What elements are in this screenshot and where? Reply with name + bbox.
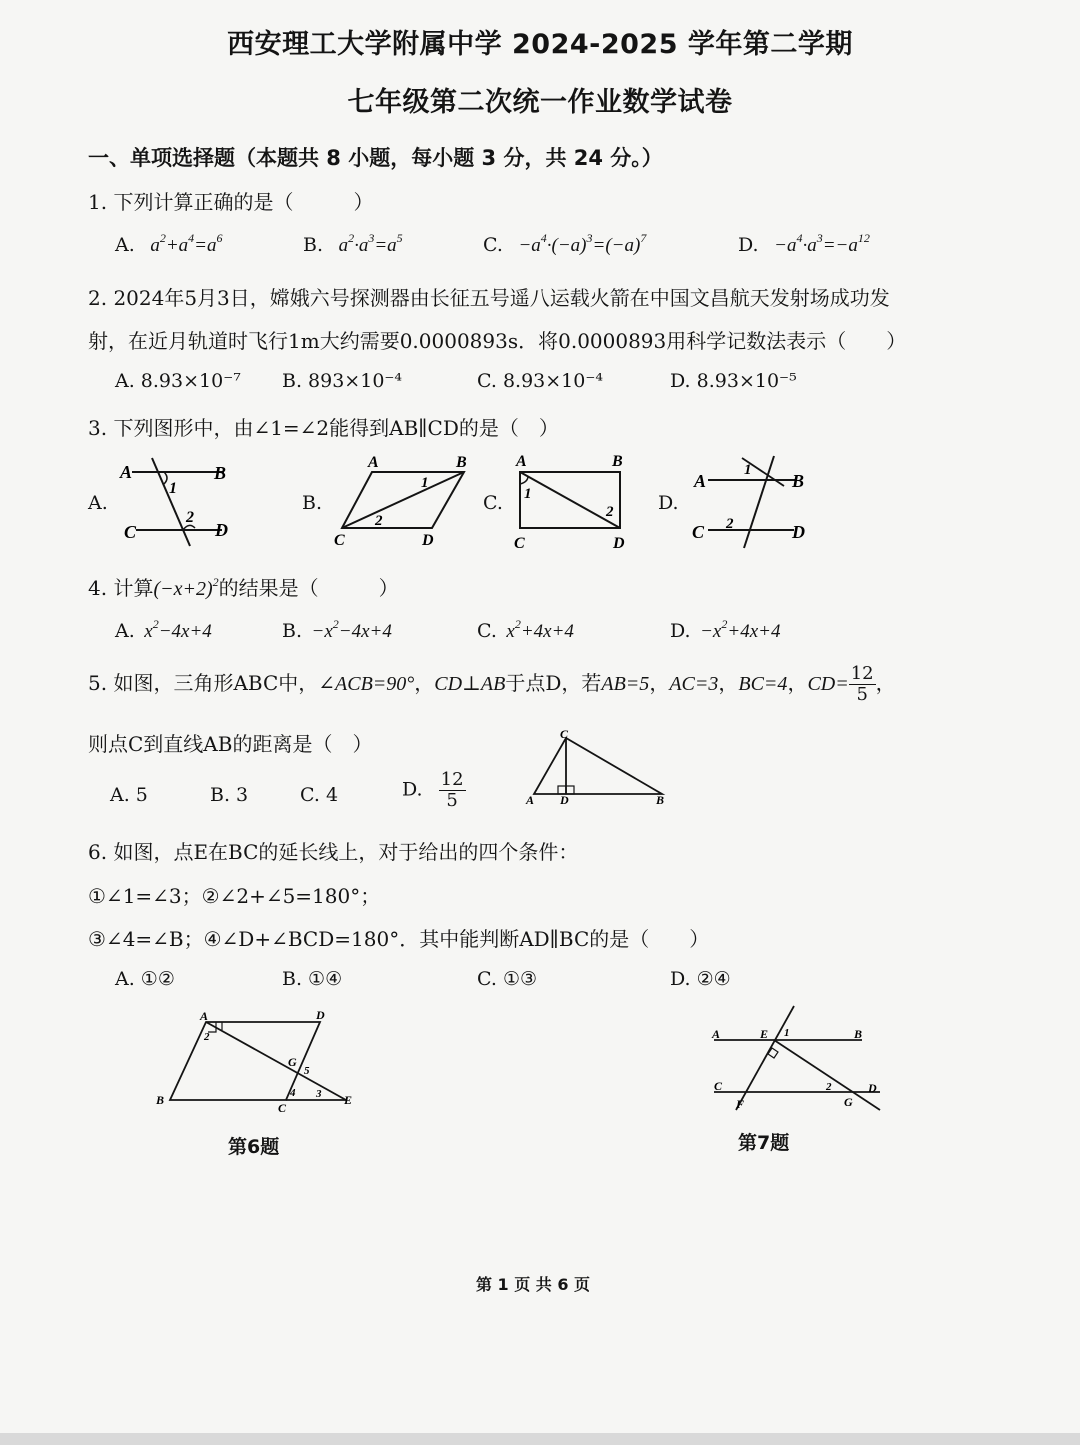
option-label: D. xyxy=(670,620,691,642)
svg-text:E: E xyxy=(344,1093,353,1107)
svg-text:C: C xyxy=(714,1079,723,1093)
question-5-stem-mid: 于点D，若 xyxy=(505,671,602,695)
svg-text:A: A xyxy=(120,462,133,482)
svg-text:2: 2 xyxy=(726,516,734,532)
svg-text:2: 2 xyxy=(186,509,194,526)
exam-title-line1: 西安理工大学附属中学 2024-2025 学年第二学期 xyxy=(227,29,853,60)
svg-text:1: 1 xyxy=(524,486,532,502)
question-2-option-d: D. 8.93×10⁻⁵ xyxy=(670,370,797,392)
svg-text:C: C xyxy=(124,522,137,542)
svg-text:B: B xyxy=(456,454,467,471)
svg-text:A: A xyxy=(516,453,527,470)
figure-3c-rectangle xyxy=(508,450,638,550)
svg-text:3: 3 xyxy=(316,1088,322,1100)
question-4-option-d: D. $-x^2+4x+4$ xyxy=(670,617,781,642)
q5-option-fraction-numerator: 12 xyxy=(440,769,464,790)
question-3-label-d: D. xyxy=(658,492,679,514)
option-label: C. xyxy=(483,234,503,256)
option-label: A. xyxy=(115,234,135,256)
option-label: A. xyxy=(115,620,135,642)
question-6-option-b: B. ①④ xyxy=(282,968,343,990)
question-2-option-b: B. 893×10⁻⁴ xyxy=(282,370,403,392)
svg-text:2: 2 xyxy=(375,513,383,529)
svg-text:C: C xyxy=(692,522,705,542)
option-label: C. xyxy=(477,620,497,642)
svg-text:1: 1 xyxy=(744,462,752,478)
question-4-stem: 4. 计算$(-x+2)^2$的结果是（ ） xyxy=(88,575,399,600)
svg-text:E: E xyxy=(760,1027,769,1041)
question-2-option-a: A. 8.93×10⁻⁷ xyxy=(115,370,241,392)
figure-7-caption: 第7题 xyxy=(738,1132,790,1154)
svg-text:B: B xyxy=(612,453,623,470)
svg-text:4: 4 xyxy=(290,1087,296,1099)
question-3-label-a: A. xyxy=(88,492,108,514)
question-1-option-d: D. $-a^4\cdot a^3=-a^{12}$ xyxy=(738,231,870,256)
question-5-option-c: C. 4 xyxy=(300,784,339,806)
option-label: D. xyxy=(738,234,759,256)
svg-text:1: 1 xyxy=(169,480,177,497)
figure-6-caption: 第6题 xyxy=(228,1136,280,1158)
question-2-stem-line1: 2. 2024年5月3日，嫦娥六号探测器由长征五号遥八运载火箭在中国文昌航天发射场成功发 xyxy=(88,286,890,310)
q5-stem-fraction-numerator: 12 xyxy=(850,663,874,684)
svg-text:C: C xyxy=(560,728,569,741)
question-6-conditions-line2: ③∠4=∠B；④∠D+∠BCD=180°．其中能判断AD∥BC的是（ ） xyxy=(88,927,710,951)
question-3-stem: 3. 下列图形中，由∠1=∠2能得到AB∥CD的是（ ） xyxy=(88,416,559,440)
question-2-option-c: C. 8.93×10⁻⁴ xyxy=(477,370,603,392)
question-4-stem-prefix: 4. 计算 xyxy=(88,576,154,600)
question-6-option-d: D. ②④ xyxy=(670,968,731,990)
svg-text:B: B xyxy=(214,463,227,483)
svg-text:C: C xyxy=(334,532,345,549)
svg-text:D: D xyxy=(560,793,569,807)
page-footer: 第 1 页 共 6 页 xyxy=(475,1275,591,1294)
svg-text:G: G xyxy=(288,1055,297,1069)
option-label: B. xyxy=(282,620,303,642)
figure-5-right-triangle xyxy=(520,728,680,808)
svg-text:2: 2 xyxy=(204,1031,210,1043)
svg-text:C: C xyxy=(514,535,525,550)
svg-text:D: D xyxy=(792,522,805,542)
question-5-stem-prefix: 5. 如图，三角形ABC中， xyxy=(88,671,319,695)
svg-text:B: B xyxy=(656,793,665,807)
question-3-label-c: C. xyxy=(483,492,503,514)
figure-3a-parallel-lines xyxy=(112,450,252,550)
svg-text:2: 2 xyxy=(606,504,614,520)
question-6-conditions-line1: ①∠1=∠3；②∠2+∠5=180°； xyxy=(88,884,381,908)
question-4-option-b: B. $-x^2-4x+4$ xyxy=(282,617,392,642)
svg-text:D: D xyxy=(215,520,228,540)
question-1-option-c: C. $-a^4\cdot(-a)^3=(-a)^7$ xyxy=(483,231,647,256)
option-label: D. xyxy=(402,778,423,801)
question-6-stem: 6. 如图，点E在BC的延长线上，对于给出的四个条件： xyxy=(88,840,579,864)
question-1-stem: 1. 下列计算正确的是（ ） xyxy=(88,190,374,214)
svg-text:D: D xyxy=(613,535,625,550)
question-5-stem-line2: 则点C到直线AB的距离是（ ） xyxy=(88,732,373,756)
svg-text:B: B xyxy=(792,471,805,491)
question-1-option-a: A. $a^2+a^4=a^6$ xyxy=(115,231,223,256)
svg-text:1: 1 xyxy=(784,1027,790,1039)
section-heading: 一、单项选择题（本题共 8 小题，每小题 3 分，共 24 分。） xyxy=(88,146,663,170)
svg-text:1: 1 xyxy=(421,475,429,491)
svg-text:A: A xyxy=(200,1009,209,1023)
figure-3d-transversals xyxy=(686,450,826,550)
figure-6-parallelogram xyxy=(150,1004,370,1122)
svg-text:A: A xyxy=(712,1027,721,1041)
question-1-option-b: B. $a^2\cdot a^3=a^5$ xyxy=(303,231,403,256)
figure-7-parallel-lines xyxy=(706,1000,896,1118)
svg-text:2: 2 xyxy=(826,1081,832,1093)
question-5-option-b: B. 3 xyxy=(210,784,249,806)
question-5-stem-line1: 5. 如图，三角形ABC中，∠ACB=90°，CD⊥AB于点D，若AB=5，AC=3，BC=4，CD= $\frac{12}{5}$ ， xyxy=(88,663,896,705)
svg-text:A: A xyxy=(526,793,535,807)
question-2-stem-line2: 射，在近月轨道时飞行1m大约需要0.0000893s．将0.0000893用科学记数法表示（ ） xyxy=(88,329,907,353)
question-4-stem-suffix: 的结果是（ ） xyxy=(218,576,399,600)
question-5-option-a: A. 5 xyxy=(110,784,148,806)
svg-text:A: A xyxy=(694,471,707,491)
svg-text:5: 5 xyxy=(304,1065,310,1077)
svg-text:C: C xyxy=(278,1101,287,1115)
svg-text:D: D xyxy=(422,532,434,549)
q5-stem-fraction-denominator: 5 xyxy=(856,684,868,705)
bottom-edge-bar xyxy=(0,1433,1080,1445)
option-label: B. xyxy=(303,234,324,256)
svg-text:D: D xyxy=(868,1081,877,1095)
figure-3b-parallelogram xyxy=(328,450,478,550)
question-5-option-d xyxy=(402,770,466,811)
svg-text:F: F xyxy=(736,1097,745,1111)
question-6-option-a: A. ①② xyxy=(115,968,175,990)
question-6-option-c: C. ①③ xyxy=(477,968,538,990)
question-3-label-b: B. xyxy=(302,492,323,514)
svg-text:B: B xyxy=(156,1093,165,1107)
svg-text:B: B xyxy=(854,1027,863,1041)
exam-title-line2: 七年级第二次统一作业数学试卷 xyxy=(347,87,733,118)
q5-option-fraction-denominator: 5 xyxy=(446,790,458,811)
svg-text:A: A xyxy=(368,454,379,471)
question-4-option-a: A. $x^2-4x+4$ xyxy=(115,617,212,642)
question-4-option-c: C. $x^2+4x+4$ xyxy=(477,617,574,642)
svg-text:D: D xyxy=(316,1008,325,1022)
svg-text:G: G xyxy=(844,1095,853,1109)
